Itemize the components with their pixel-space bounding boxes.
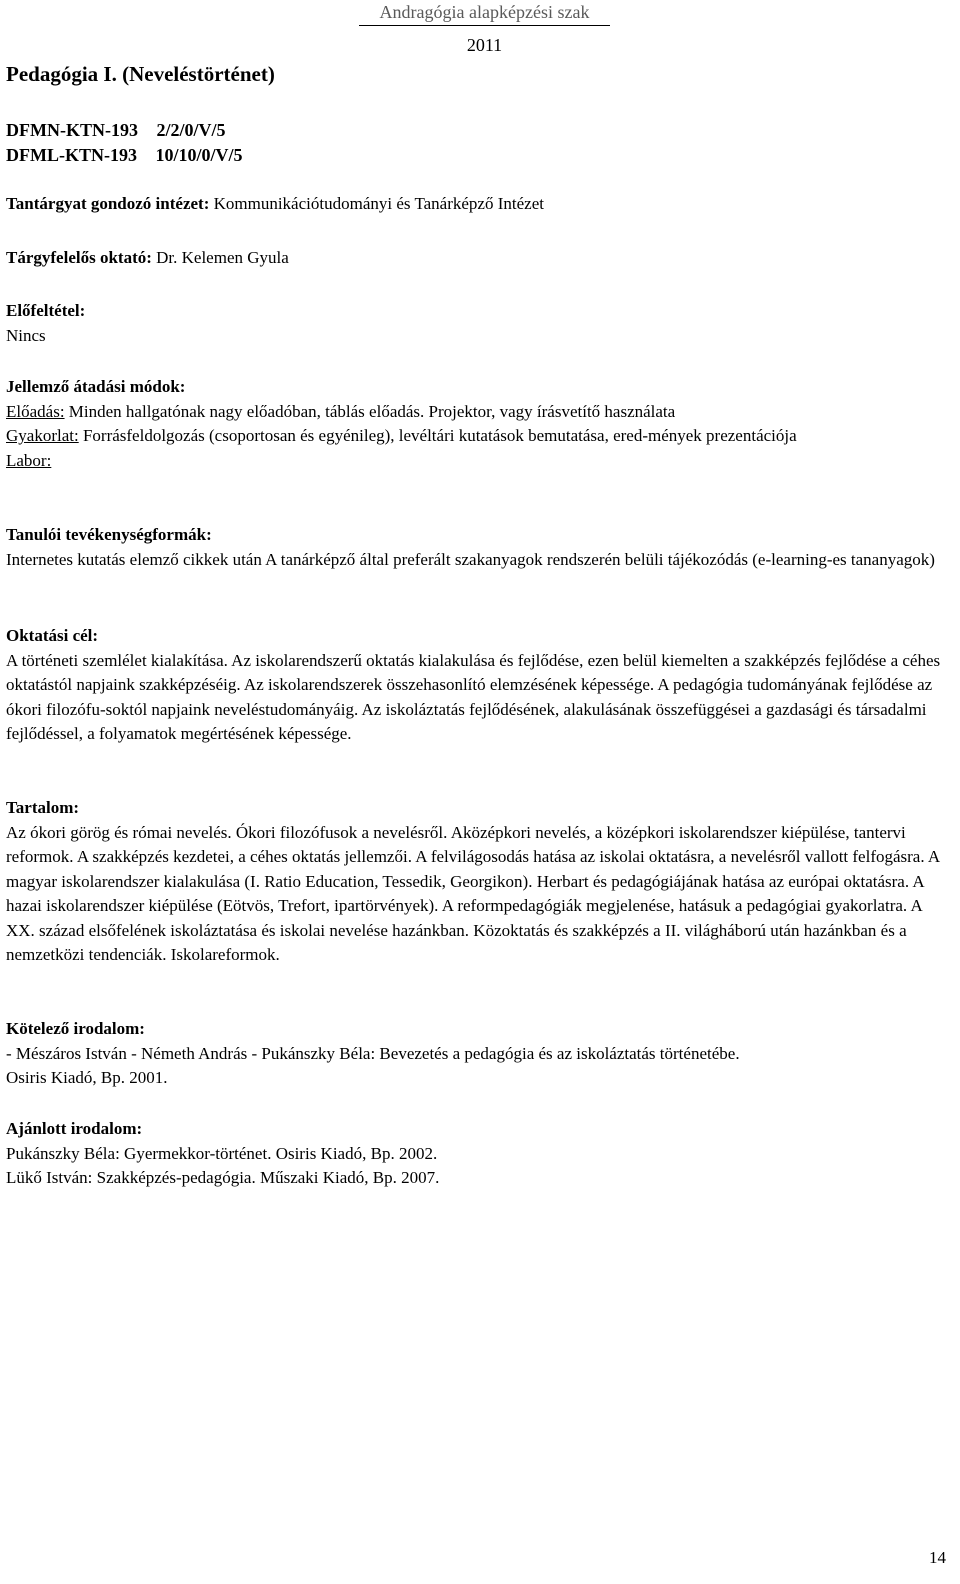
institute-line bbox=[6, 192, 951, 217]
course-codes bbox=[6, 118, 243, 168]
course-hours: 2/2/0/V/5 bbox=[156, 120, 226, 140]
lecturer-value: Dr. Kelemen Gyula bbox=[156, 248, 289, 267]
course-code: DFMN-KTN-193 bbox=[6, 120, 138, 140]
institute-label: Tantárgyat gondozó intézet: bbox=[6, 194, 210, 213]
lecturer-line bbox=[6, 246, 951, 271]
goal-label: Oktatási cél: bbox=[6, 626, 99, 645]
course-hours: 10/10/0/V/5 bbox=[155, 145, 243, 165]
recommended-reading-label: Ajánlott irodalom: bbox=[6, 1119, 143, 1138]
delivery-lecture bbox=[6, 400, 951, 425]
practice-label: Gyakorlat: bbox=[6, 426, 79, 445]
activities-section bbox=[6, 523, 951, 572]
required-reading-section bbox=[6, 1017, 951, 1091]
course-title: Pedagógia I. (Neveléstörténet) bbox=[6, 62, 275, 86]
content-section bbox=[6, 796, 951, 968]
goal-text: A történeti szemlélet kialakítása. Az iskolarendszerű oktatás kialakulása és fejlődése, ezen belül kiemelten a szakképzés fejlődése a céhes oktatástól napjaink szakképzéséig. Az iskolarendszerek összehasonlító elemzésének képessége. A pedagógia tudományának fejlődése az ókori filozófu-soktól napjaink neveléstudományáig. Az iskoláztatás fejlődésének, alakulásának összefüggései a gazdasági és társadalmi fejlődéssel, a folyamatok megértésének képessége. bbox=[6, 650, 941, 743]
lab-label: Labor: bbox=[6, 450, 52, 470]
recommended-reading-item: Pukánszky Béla: Gyermekkor-történet. Osiris Kiadó, Bp. 2002. bbox=[6, 1143, 438, 1163]
activities-label: Tanulói tevékenységformák: bbox=[6, 525, 212, 544]
course-code-row bbox=[6, 118, 243, 143]
required-reading-label: Kötelező irodalom: bbox=[6, 1019, 145, 1038]
prerequisite-value: Nincs bbox=[6, 325, 46, 345]
delivery-lab bbox=[6, 449, 951, 474]
lecture-text: Minden hallgatónak nagy előadóban, táblás előadás. Projektor, vagy írásvetítő használata bbox=[68, 401, 676, 421]
goal-section bbox=[6, 624, 951, 747]
course-code-row bbox=[6, 143, 243, 168]
recommended-reading-item: Lükő István: Szakképzés-pedagógia. Műszaki Kiadó, Bp. 2007. bbox=[6, 1168, 440, 1187]
delivery-label: Jellemző átadási módok: bbox=[6, 377, 186, 396]
practice-text: Forrásfeldolgozás (csoportosan és egyénileg), levéltári kutatások bemutatása, ered-mények prezentációja bbox=[82, 426, 797, 445]
content-label: Tartalom: bbox=[6, 798, 80, 817]
prerequisite-label: Előfeltétel: bbox=[6, 301, 86, 320]
course-code: DFML-KTN-193 bbox=[6, 145, 137, 165]
required-reading-item: Osiris Kiadó, Bp. 2001. bbox=[6, 1068, 168, 1087]
delivery-section bbox=[6, 375, 951, 473]
lecturer-label: Tárgyfelelős oktató: bbox=[6, 248, 152, 267]
recommended-reading-section bbox=[6, 1117, 951, 1191]
institute-value: Kommunikációtudományi és Tanárképző Intézet bbox=[213, 194, 544, 213]
program-header: Andragógia alapképzési szak bbox=[359, 0, 610, 26]
lecture-label: Előadás: bbox=[6, 401, 65, 421]
delivery-practice bbox=[6, 424, 951, 449]
content-text: Az ókori görög és római nevelés. Ókori filozófusok a nevelésről. Aközépkori nevelés, a középkori iskolarendszer kiépülése, tantervi reformok. A szakképzés kezdetei, a céhes oktatás jellemzői. A felvilágosodás hatása az iskolai oktatásra, a nevelésről vallott felfogásra. A magyar iskolarendszer kialakulása (I. Ratio Education, Tessedik, Georgikon). Herbart és pedagógiájának hatása az európai oktatásra. A hazai iskolarendszer kiépülése (Eötvös, Trefort, ipartörvények). A reformpedagógiák megjelenése, hatásuk a pedagógiai gyakorlatra. A XX. század elsőfelének iskoláztatása és iskolai nevelése hazánkban. Közoktatás és szakképzés a II. világháború után hazánkban és a nemzetközi tendenciák. Iskolareformok. bbox=[6, 822, 940, 964]
page-number: 14 bbox=[929, 1548, 946, 1567]
required-reading-item: - Mészáros István - Németh András - Pukánszky Béla: Bevezetés a pedagógia és az iskoláztatás történetébe. bbox=[6, 1043, 740, 1063]
prerequisite-section bbox=[6, 299, 951, 348]
activities-text: Internetes kutatás elemző cikkek után A tanárképző által preferált szakanyagok rendszerén belüli tájékozódás (e-learning-es tananyagok) bbox=[6, 549, 935, 569]
year-header: 2011 bbox=[466, 35, 503, 55]
